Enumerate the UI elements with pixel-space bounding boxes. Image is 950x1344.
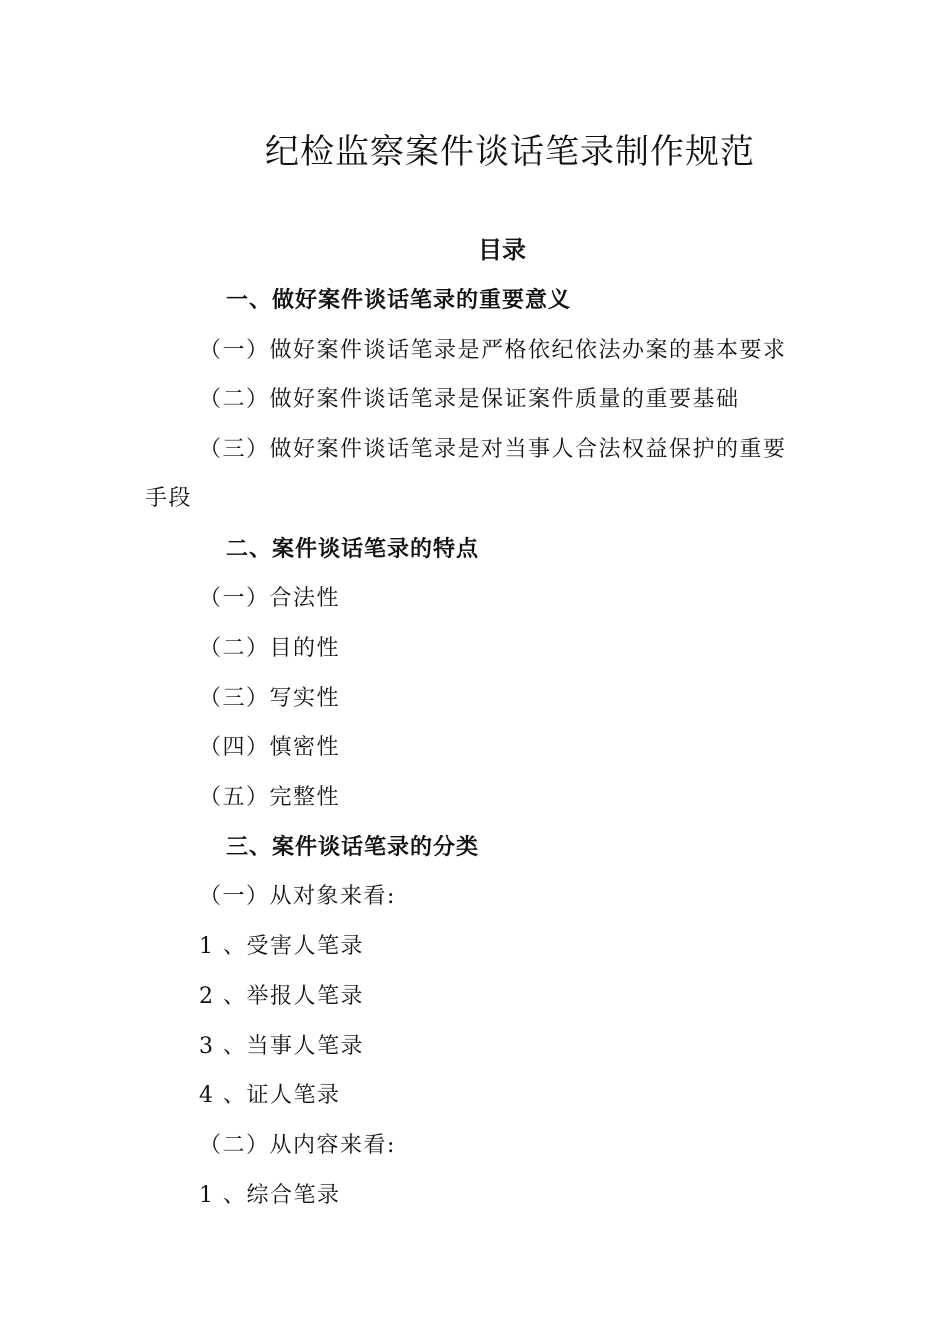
- toc-item: （三）写实性: [199, 686, 341, 711]
- toc-section-1: 一、做好案件谈话笔录的重要意义: [226, 288, 572, 313]
- toc-section-2: 二、案件谈话笔录的特点: [226, 537, 480, 562]
- toc-item: 3 、当事人笔录: [199, 1034, 364, 1059]
- toc-item: （四）慎密性: [199, 735, 341, 760]
- toc-item: 1 、受害人笔录: [199, 934, 364, 959]
- toc-item-continuation: 手段: [145, 486, 193, 511]
- toc-item: 1 、综合笔录: [199, 1183, 341, 1208]
- toc-item: （一）从对象来看:: [199, 884, 396, 909]
- toc-item: （二）目的性: [199, 636, 341, 661]
- toc-heading: 目录: [478, 236, 526, 264]
- toc-item: （二）做好案件谈话笔录是保证案件质量的重要基础: [199, 387, 740, 412]
- toc-item: （五）完整性: [199, 785, 341, 810]
- toc-item: （三）做好案件谈话笔录是对当事人合法权益保护的重要: [199, 437, 787, 462]
- toc-item: （一）合法性: [199, 586, 341, 611]
- toc-item: 4 、证人笔录: [199, 1083, 341, 1108]
- toc-section-3: 三、案件谈话笔录的分类: [226, 835, 480, 860]
- toc-item: 2 、举报人笔录: [199, 984, 364, 1009]
- toc-item: （二）从内容来看:: [199, 1133, 396, 1158]
- toc-item: （一）做好案件谈话笔录是严格依纪依法办案的基本要求: [199, 338, 787, 363]
- document-title: 纪检监察案件谈话笔录制作规范: [265, 132, 755, 172]
